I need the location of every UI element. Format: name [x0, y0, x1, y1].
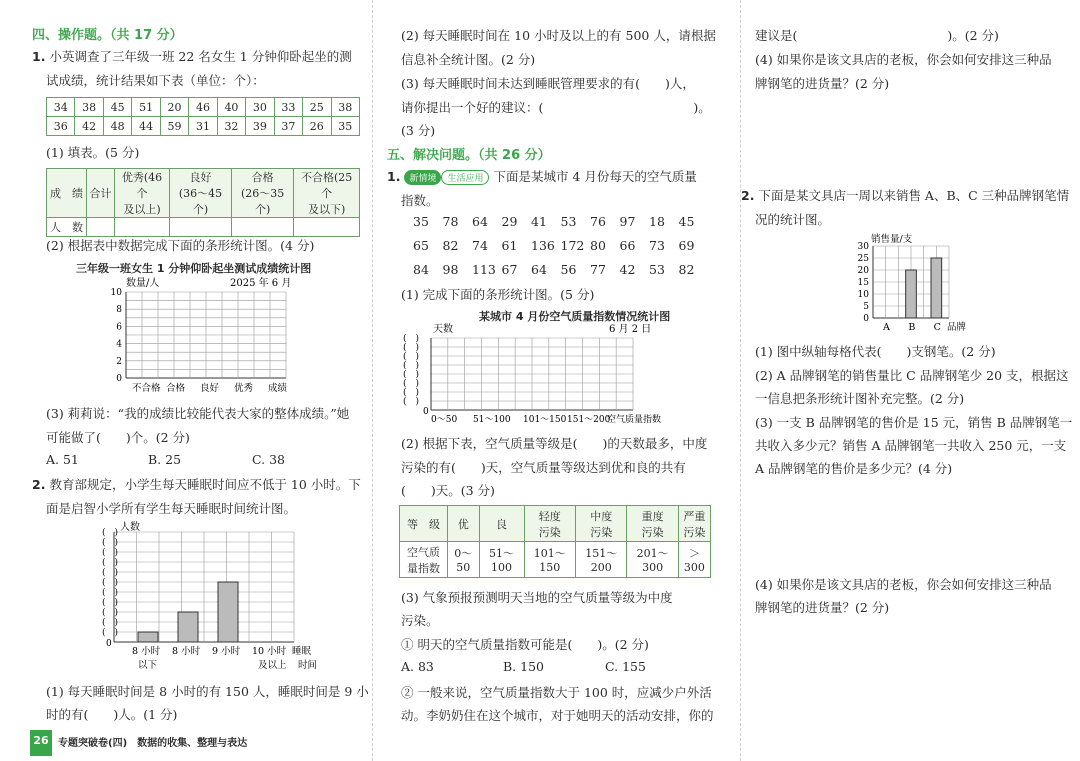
y-tick-label: 10 [857, 290, 869, 300]
chart3-svg [399, 322, 719, 426]
score-cell: 32 [217, 117, 245, 136]
chart4-svg [841, 232, 981, 334]
y-blank-bracket: ( ) [102, 528, 119, 538]
answer-cell[interactable] [232, 218, 294, 237]
q2-line1: 2. 下面是某文具店一周以来销售 A、B、C 三种品牌钢笔情 [741, 188, 1070, 203]
x-tick-label: 10 小时 [252, 646, 287, 657]
aqi-value: 53 [560, 214, 577, 229]
h-level: 等 级 [400, 506, 448, 542]
y-blank-bracket: ( ) [102, 598, 119, 608]
r-val: 151～200 [575, 542, 626, 578]
y-blank-bracket: ( ) [403, 343, 420, 353]
aqi-value: 67 [501, 262, 518, 277]
q1-sub3-line2: 可能做了( )个。(2 分) [46, 430, 190, 445]
score-cell: 51 [132, 98, 160, 117]
footer-text: 专题突破卷(四) 数据的收集、整理与表达 [58, 738, 248, 749]
q1-option-b[interactable]: B. 150 [503, 659, 544, 674]
q1-sub1: (1) 完成下面的条形统计图。(5 分) [401, 287, 595, 302]
chart1-date: 2025 年 6 月 [230, 278, 292, 289]
x-tick-label: 良好 [200, 383, 220, 394]
table-row [47, 218, 360, 237]
section-5-title: 五、解决问题。（共 26 分） [387, 148, 551, 163]
y-tick-label: 10 [110, 288, 122, 298]
column-1 [0, 0, 372, 761]
aqi-value: 35 [413, 214, 429, 229]
aqi-value: 78 [442, 214, 459, 229]
x-tick-label: 成绩 [268, 383, 288, 394]
sub4b-line2: 牌钢笔的进货量？(2 分) [755, 600, 890, 615]
aqi-value: 61 [501, 238, 518, 253]
score-cell: 46 [189, 98, 217, 117]
aqi-value: 82 [678, 262, 695, 277]
h-severe: 严重 污染 [678, 506, 710, 542]
aqi-value: 113 [472, 262, 496, 277]
sub2-line2: 一信息把条形统计图补充完整。(2 分) [755, 391, 965, 406]
y-tick-label: 0 [863, 314, 869, 324]
score-cell: 45 [103, 98, 131, 117]
table-row [47, 117, 360, 136]
score-cell: 38 [331, 98, 359, 117]
chart3-yunit: 天数 [433, 324, 453, 335]
score-cell: 35 [331, 117, 359, 136]
h-good: 良好 (36～45 个) [169, 169, 231, 218]
aqi-value: 97 [619, 214, 636, 229]
r-val: 0～50 [448, 542, 480, 578]
q1-option-a[interactable]: A. 83 [401, 659, 434, 674]
aqi-value: 84 [413, 262, 429, 277]
aqi-value: 74 [472, 238, 488, 253]
chart3-date: 6 月 2 日 [609, 324, 652, 335]
aqi-value: 76 [590, 214, 606, 229]
aqi-value: 77 [590, 262, 606, 277]
bar [138, 632, 158, 642]
y-tick-label: 30 [857, 242, 869, 252]
aqi-value: 56 [560, 262, 577, 277]
table-row [47, 98, 360, 117]
q1-sub3-line1: (3) 气象预报预测明天当地的空气质量等级为中度 [401, 590, 673, 605]
score-cell: 59 [160, 117, 188, 136]
answer-line: 建议是( )。(2 分) [755, 28, 999, 43]
y-blank-bracket: ( ) [403, 388, 420, 398]
score-cell: 26 [303, 117, 331, 136]
answer-cell[interactable] [87, 218, 115, 237]
score-cell: 37 [274, 117, 302, 136]
q1-sub2-line3: ( )天。(3 分) [401, 483, 495, 498]
y-tick-label: 8 [116, 305, 122, 316]
x-tick-label: 时间 [298, 660, 318, 671]
h-you: 优 [448, 506, 480, 542]
q2-line1: 2. 教育部规定，小学生每天睡眠时间应不低于 10 小时。下 [32, 477, 361, 492]
q1-option-b[interactable]: B. 25 [148, 452, 182, 467]
h-total: 合计 [87, 169, 115, 218]
x-tick-label: 空气质量指数 [607, 415, 662, 425]
score-cell: 36 [47, 117, 75, 136]
score-cell: 44 [132, 117, 160, 136]
score-cell: 20 [160, 98, 188, 117]
q1-sub2-line2: 污染的有( )天，空气质量等级达到优和良的共有 [401, 460, 686, 475]
y-tick-label: 15 [857, 278, 869, 288]
q2-sub3-line2: 请你提出一个好的建议：( )。 [401, 100, 711, 115]
y-blank-bracket: ( ) [102, 578, 119, 588]
q1-line1: 1. 小英调查了三年级一班 22 名女生 1 分钟仰卧起坐的测 [32, 49, 352, 64]
q1-sub3-line2: 污染。 [401, 613, 439, 628]
y-tick-label: 6 [116, 322, 122, 333]
y-blank-bracket: ( ) [102, 588, 119, 598]
aqi-value: 45 [678, 214, 695, 229]
x-tick-label: B [908, 322, 916, 333]
bar [218, 582, 238, 642]
aqi-value: 73 [649, 238, 665, 253]
x-tick-label: 8 小时 [132, 646, 161, 657]
h-light: 轻度 污染 [524, 506, 575, 542]
sub3-line3: A 品牌钢笔的售价是多少元？(4 分) [755, 461, 953, 476]
r-val: 101～150 [524, 542, 575, 578]
q2-sub3-line1: (3) 每天睡眠时间未达到睡眠管理要求的有( )人， [401, 76, 695, 91]
aqi-value: 53 [649, 262, 665, 277]
x-tick-label: 101～150 [523, 415, 567, 425]
x-tick-label: 9 小时 [212, 646, 241, 657]
h-mid: 中度 污染 [575, 506, 626, 542]
y-blank-bracket: ( ) [102, 558, 119, 568]
chart4-yunit: 销售量/支 [871, 234, 913, 245]
aqi-value: 64 [472, 214, 488, 229]
y-tick-label: 25 [857, 254, 869, 264]
x-tick-label: A [883, 322, 890, 333]
r-label: 空气质 量指数 [400, 542, 448, 578]
q1-option-a[interactable]: A. 51 [46, 452, 79, 467]
y-blank-bracket: ( ) [403, 352, 420, 362]
score-cell: 48 [103, 117, 131, 136]
aqi-value: 66 [619, 238, 636, 253]
y-blank-bracket: ( ) [403, 379, 420, 389]
h-heavy: 重度 污染 [627, 506, 678, 542]
y-tick-label: 20 [857, 266, 869, 276]
q1-line2: 试成绩，统计结果如下表（单位：个）： [46, 73, 265, 88]
y-tick-label: 4 [116, 339, 122, 350]
r-people: 人 数 [47, 218, 87, 237]
y-blank-bracket: ( ) [102, 628, 119, 638]
q1-sub2: (2) 根据表中数据完成下面的条形统计图。(4 分) [46, 238, 315, 253]
q1-sub3-a: ① 明天的空气质量指数可能是( )。(2 分) [401, 637, 649, 652]
table-row [400, 506, 711, 542]
q1-sub3-b-line2: 动。李奶奶住在这个城市，对于她明天的活动安排，你的 [401, 708, 714, 723]
q2-sub1-line2: 时的有( )人。(1 分) [46, 707, 178, 722]
q1-sub3-b-line1: ② 一般来说，空气质量指数大于 100 时，应减少户外活 [401, 685, 712, 700]
aqi-value: 82 [442, 238, 459, 253]
q1-line1: 1. 新情境 生活应用 下面是某城市 4 月份每天的空气质量 [387, 169, 697, 184]
y-blank-bracket: ( ) [102, 618, 119, 628]
sub4-line2: 牌钢笔的进货量？(2 分) [755, 76, 890, 91]
x-tick-label: 8 小时 [172, 646, 201, 657]
y-blank-bracket: ( ) [102, 608, 119, 618]
y-tick-label: 0 [116, 374, 122, 384]
aqi-value: 98 [442, 262, 459, 277]
aqi-value: 41 [531, 214, 547, 229]
h-fail: 不合格(25 个 及以下) [294, 169, 360, 218]
sub3-line1: (3) 一支 B 品牌钢笔的售价是 15 元，销售 B 品牌钢笔一 [755, 415, 1073, 430]
score-cell: 30 [246, 98, 274, 117]
q1-option-c[interactable]: C. 38 [252, 452, 285, 467]
sub1: (1) 图中纵轴每格代表( )支钢笔。(2 分) [755, 344, 996, 359]
q1-sub2-line1: (2) 根据下表，空气质量等级是( )的天数最多，中度 [401, 436, 708, 451]
x-tick-label: 品牌 [947, 322, 967, 333]
aqi-value: 64 [531, 262, 547, 277]
chart3-title: 某城市 4 月份空气质量指数情况统计图 [479, 310, 671, 323]
sub3-line2: 共收入多少元？销售 A 品牌钢笔一共收入 250 元，一支 [755, 438, 1067, 453]
page-number: 26 [30, 730, 52, 756]
x-tick-label: 睡眠 [292, 646, 312, 657]
chart2-yunit: 人数 [120, 522, 140, 533]
y-origin-label: 0 [106, 639, 112, 649]
aqi-value: 172 [560, 238, 585, 253]
q2-sub2-line1: (2) 每天睡眠时间在 10 小时及以上的有 500 人，请根据 [401, 28, 716, 43]
score-cell: 25 [303, 98, 331, 117]
score-cell: 40 [217, 98, 245, 117]
bar [178, 612, 198, 642]
y-blank-bracket: ( ) [102, 548, 119, 558]
scores-table [46, 97, 360, 136]
life-application-tag: 生活应用 [441, 170, 489, 185]
sub4b-line1: (4) 如果你是该文具店的老板，你会如何安排这三种品 [755, 577, 1052, 592]
bar [931, 258, 942, 318]
chart1-svg [100, 276, 310, 396]
q2-line2: 况的统计图。 [755, 212, 831, 227]
column-3 [740, 0, 1080, 761]
aqi-value: 29 [501, 214, 518, 229]
score-cell: 38 [75, 98, 103, 117]
y-tick-label: 5 [863, 302, 869, 312]
section-4-title: 四、操作题。（共 17 分） [32, 28, 183, 43]
y-blank-bracket: ( ) [403, 397, 420, 407]
h-excellent: 优秀(46 个 及以上) [115, 169, 170, 218]
y-blank-bracket: ( ) [403, 361, 420, 371]
x-tick-label: 及以上 [258, 660, 287, 671]
y-blank-bracket: ( ) [403, 370, 420, 380]
column-2 [372, 0, 740, 761]
chart1-title: 三年级一班女生 1 分钟仰卧起坐测试成绩统计图 [76, 262, 312, 275]
q1-line2: 指数。 [401, 193, 439, 208]
chart2-svg [82, 518, 332, 676]
r-val: ＞300 [678, 542, 710, 578]
score-cell: 42 [75, 117, 103, 136]
q1-option-c[interactable]: C. 155 [605, 659, 646, 674]
x-tick-label: 51～100 [473, 415, 511, 425]
table-row [47, 169, 360, 218]
y-blank-bracket: ( ) [403, 334, 420, 344]
q2-sub2-line2: 信息补全统计图。(2 分) [401, 52, 536, 67]
aqi-value: 69 [678, 238, 695, 253]
q2-sub1-line1: (1) 每天睡眠时间是 8 小时的有 150 人，睡眠时间是 9 小 [46, 684, 369, 699]
x-tick-label: 以下 [138, 660, 158, 671]
x-tick-label: C [933, 322, 941, 333]
aqi-value: 65 [413, 238, 429, 253]
h-pass: 合格 (26～35 个) [232, 169, 294, 218]
x-tick-label: 合格 [166, 383, 186, 394]
x-tick-label: 0～50 [431, 415, 458, 425]
sub2-line1: (2) A 品牌钢笔的销售量比 C 品牌钢笔少 20 支，根据这 [755, 368, 1069, 383]
x-tick-label: 151～200 [567, 415, 611, 425]
y-blank-bracket: ( ) [102, 538, 119, 548]
answer-cell[interactable] [169, 218, 231, 237]
y-tick-label: 2 [116, 356, 122, 367]
sub4-line1: (4) 如果你是该文具店的老板，你会如何安排这三种品 [755, 52, 1052, 67]
x-tick-label: 不合格 [132, 383, 161, 394]
q2-line2: 面是启智小学所有学生每天睡眠时间统计图。 [46, 501, 297, 516]
r-val: 51～100 [479, 542, 524, 578]
y-origin-label: 0 [423, 407, 429, 417]
grade-table [399, 505, 711, 578]
new-context-tag: 新情境 [404, 170, 441, 185]
x-tick-label: 优秀 [234, 383, 254, 394]
table-row [400, 542, 711, 578]
score-cell: 34 [47, 98, 75, 117]
aqi-value: 136 [531, 238, 555, 253]
answer-cell[interactable] [115, 218, 170, 237]
score-cell: 31 [189, 117, 217, 136]
aqi-value: 42 [619, 262, 636, 277]
aqi-value: 80 [590, 238, 606, 253]
h-liang: 良 [479, 506, 524, 542]
q1-sub3-line1: (3) 莉莉说：“我的成绩比较能代表大家的整体成绩。”她 [46, 406, 350, 421]
score-cell: 39 [246, 117, 274, 136]
score-cell: 33 [274, 98, 302, 117]
q2-sub3-line3: (3 分) [401, 123, 436, 138]
y-blank-bracket: ( ) [102, 568, 119, 578]
chart1-yunit: 数量/人 [126, 278, 160, 289]
h-score: 成 绩 [47, 169, 87, 218]
r-val: 201～300 [627, 542, 678, 578]
answer-cell[interactable] [294, 218, 360, 237]
fill-table [46, 168, 360, 237]
q1-sub1: (1) 填表。(5 分) [46, 145, 140, 160]
aqi-value: 18 [649, 214, 665, 229]
bar [906, 270, 917, 318]
